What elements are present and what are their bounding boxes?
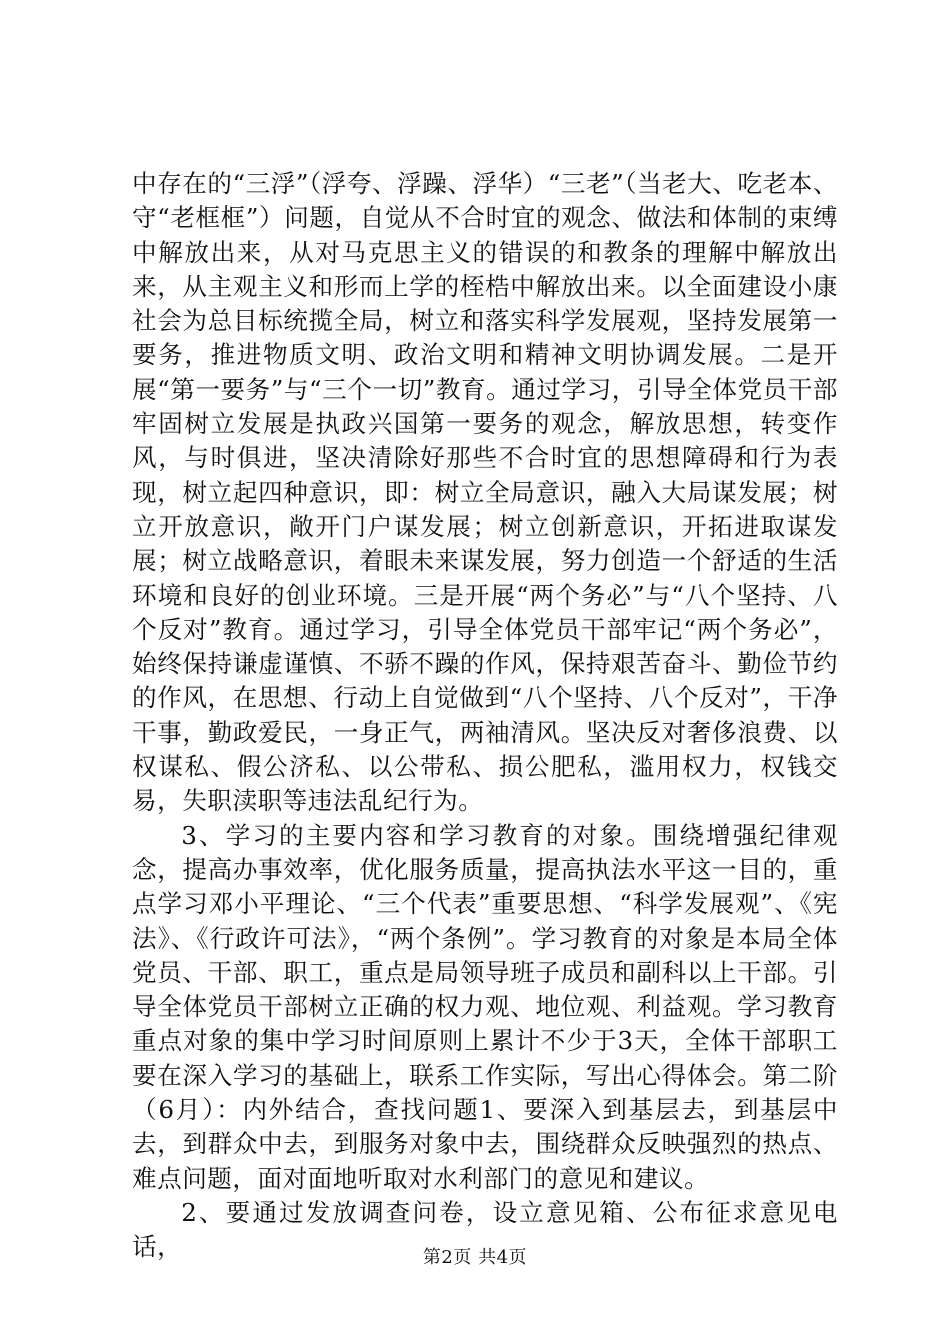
paragraph-1: 中存在的“三浮”（浮夸、浮躁、浮华）“三老”（当老大、吃老本、守“老框框”）问题，自觉从不合时宜的观念、做法和体制的束缚中解放出来，从对马克思主义的错误的和教条的理解中解放出来，从主观主义和形而上学的桎梏中解放出来。以全面建设小康社会为总目标统揽全局，树立和落实科学发展观，坚持发展第一要务，推进物质文明、政治文明和精神文明协调发展。二是开展“第一要务”与“三个一切”教育。通过学习，引导全体党员干部牢固树立发展是执政兴国第一要务的观念，解放思想，转变作风，与时俱进，坚决清除好那些不合时宜的思想障碍和行为表现，树立起四种意识，即：树立全局意识，融入大局谋发展；树立开放意识，敞开门户谋发展；树立创新意识，开拓进取谋发展；树立战略意识，着眼未来谋发展，努力创造一个舒适的生活环境和良好的创业环境。三是开展“两个务必”与“八个坚持、八个反对”教育。通过学习，引导全体党员干部牢记“两个务必”，始终保持谦虚谨慎、不骄不躁的作风，保持艰苦奋斗、勤俭节约的作风，在思想、行动上自觉做到“八个坚持、八个反对”，干净干事，勤政爱民，一身正气，两袖清风。坚决反对奢侈浪费、以权谋私、假公济私、以公带私、损公肥私，滥用权力，权钱交易，失职渎职等违法乱纪行为。 [132, 169, 838, 816]
document-body [132, 167, 838, 1265]
page-footer: 第2页 共4页 [422, 1247, 528, 1268]
paragraph-2: 3、学习的主要内容和学习教育的对象。围绕增强纪律观念，提高办事效率，优化服务质量，提高执法水平这一目的，重点学习邓小平理论、“三个代表”重要思想、“科学发展观”、《宪法》、《行政许可法》，“两个条例”。学习教育的对象是本局全体党员、干部、职工，重点是局领导班子成员和副科以上干部。引导全体党员干部树立正确的权力观、地位观、利益观。学习教育重点对象的集中学习时间原则上累计不少于3天，全体干部职工要在深入学习的基础上，联系工作实际，写出心得体会。第二阶（6月）：内外结合，查找问题1、要深入到基层去，到基层中去，到群众中去，到服务对象中去，围绕群众反映强烈的热点、难点问题，面对面地听取对水利部门的意见和建议。 [132, 820, 838, 1193]
paragraph-3: 2、要通过发放调查问卷，设立意见箱、公布征求意见电话， [132, 1197, 838, 1262]
